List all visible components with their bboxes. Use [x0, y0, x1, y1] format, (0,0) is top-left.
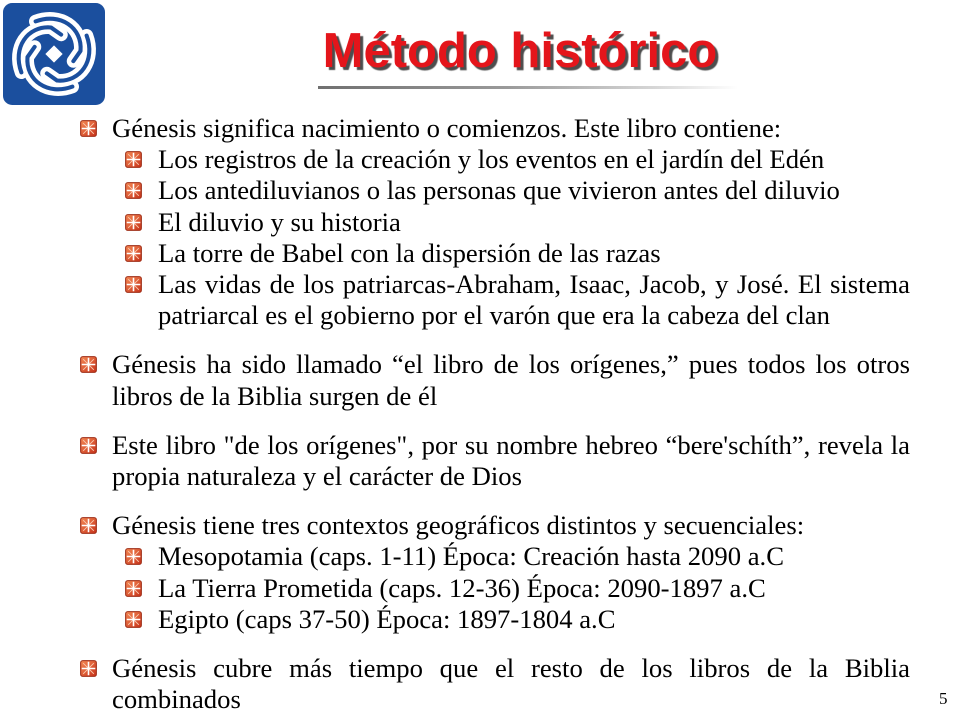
- sub-bullet-item: [158, 604, 910, 635]
- logo: [3, 3, 105, 105]
- bullet-icon: [80, 356, 97, 373]
- sub-bullet-item: [158, 238, 910, 269]
- bullet-icon: [80, 517, 97, 534]
- sub-bullet-item: [158, 573, 910, 604]
- slide-title: Método histórico: [322, 24, 718, 78]
- bullet-icon: [125, 151, 142, 168]
- bullet-text: Génesis cubre más tiempo que el resto de los libros de la Biblia combinados: [112, 653, 910, 715]
- bullet-item: [112, 349, 910, 411]
- sub-bullet-text: El diluvio y su historia: [158, 206, 401, 237]
- bullet-icon: [125, 245, 142, 262]
- sub-bullet-text: Mesopotamia (caps. 1-11) Época: Creación hasta 2090 a.C: [158, 541, 784, 572]
- page-number: 5: [939, 689, 948, 708]
- bullet-text: Génesis ha sido llamado “el libro de los orígenes,” pues todos los otros libros de la Biblia surgen de él: [112, 349, 910, 411]
- bullet-icon: [125, 182, 142, 199]
- bullet-icon: [80, 437, 97, 454]
- sub-bullet-item: [158, 207, 910, 238]
- bullet-item: [112, 430, 910, 492]
- bullet-text: Génesis significa nacimiento o comienzos. Este libro contiene:: [112, 113, 782, 143]
- bullet-icon: [80, 120, 97, 137]
- bullet-icon: [125, 580, 142, 597]
- slide-body: [0, 113, 960, 715]
- sub-bullet-text: La Tierra Prometida (caps. 12-36) Época: 2090-1897 a.C: [158, 572, 766, 603]
- bullet-icon: [125, 548, 142, 565]
- sub-bullet-item: [158, 144, 910, 175]
- bullet-icon: [80, 660, 97, 677]
- bullet-icon: [125, 214, 142, 231]
- sub-bullet-text: Los registros de la creación y los eventos en el jardín del Edén: [158, 144, 825, 175]
- sub-bullet-item: [158, 269, 910, 331]
- bullet-text: Génesis tiene tres contextos geográficos distintos y secuenciales:: [112, 510, 805, 541]
- interlocking-hands-logo-icon: [3, 3, 105, 105]
- bullet-item: [112, 510, 910, 541]
- sub-bullet-text: Las vidas de los patriarcas-Abraham, Isaac, Jacob, y José. El sistema patriarcal es el gobierno por el varón que era la cabeza del clan: [158, 269, 910, 331]
- bullet-icon: [125, 611, 142, 628]
- sub-bullet-item: [158, 175, 910, 206]
- bullet-item: [112, 113, 910, 144]
- bullet-icon: [125, 276, 142, 293]
- bullet-item: [112, 653, 910, 715]
- sub-bullet-item: [158, 541, 910, 572]
- title-underline: [318, 86, 738, 89]
- sub-bullet-text: Los antediluvianos o las personas que vivieron antes del diluvio: [158, 175, 840, 206]
- sub-bullet-text: La torre de Babel con la dispersión de las razas: [158, 237, 661, 268]
- sub-bullet-text: Egipto (caps 37-50) Época: 1897-1804 a.C: [158, 603, 616, 634]
- bullet-text: Este libro "de los orígenes", por su nombre hebreo “bere'schíth”, revela la propia naturaleza y el carácter de Dios: [112, 429, 910, 492]
